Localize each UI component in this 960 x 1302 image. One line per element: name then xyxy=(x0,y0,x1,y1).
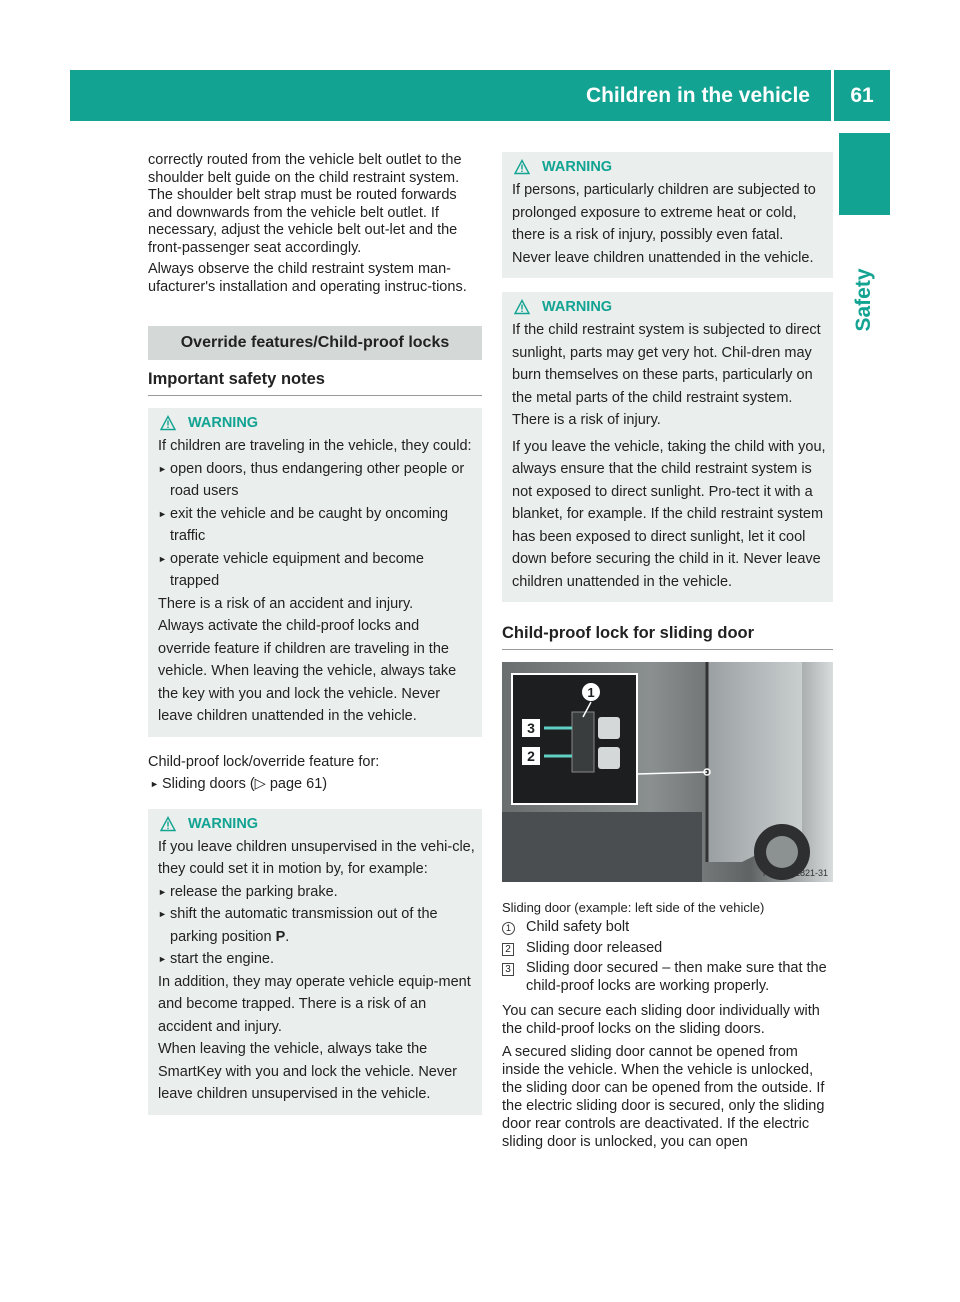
warning-advice-text: If you leave the vehicle, taking the child with you, always ensure that the child restraint system is not exposed to direct sunlight. Pro-tect it with a blanket, for example. If the child restraint system has been exposed to direct sunlight, let it cool down before securing the child in it. Never leave children unattended in the vehicle. xyxy=(512,438,826,590)
warning-text: If persons, particularly children are subjected to prolonged exposure to extreme heat or cold, there is a risk of injury, possibly even fatal. Never leave children unattended in the vehicle. xyxy=(512,182,816,266)
warning-header xyxy=(512,159,826,175)
bullet-icon: ► xyxy=(158,886,167,897)
legend-item: 3 Sliding door secured – then make sure that the child-proof locks are working properly. xyxy=(502,960,833,995)
list-item: ► operate vehicle equipment and become trapped xyxy=(158,548,475,593)
callout-3-label: 3 xyxy=(527,720,535,736)
body-paragraph-2: A secured sliding door cannot be opened from inside the vehicle. When the vehicle is unlocked, the sliding door can be opened from the outside. If the electric sliding door is secured, only the sliding door rear controls are deactivated. If the electric sliding door is unlocked, you can open xyxy=(502,1044,825,1150)
warning-triangle-icon xyxy=(160,816,176,832)
warning-header xyxy=(158,415,475,431)
bullet-icon: ► xyxy=(150,778,159,789)
bullet-icon: ► xyxy=(158,954,167,964)
list-item: ► start the engine. xyxy=(158,948,475,971)
warning-box-sunlight xyxy=(502,292,833,602)
warning-header xyxy=(158,816,475,832)
legend-item: 2 Sliding door released xyxy=(502,940,833,958)
bullet-icon: ► xyxy=(158,553,167,564)
photo-floor xyxy=(502,812,702,882)
child-lock-locked-icon xyxy=(598,717,620,739)
figure-caption: Sliding door (example: left side of the vehicle) xyxy=(502,900,765,915)
page-title: Children in the vehicle xyxy=(585,84,810,107)
lock-slider xyxy=(572,712,594,772)
warning-triangle-icon xyxy=(160,415,176,431)
left-column xyxy=(148,152,482,1129)
warning-risk-text: In addition, they may operate vehicle equip-ment and become trapped. There is a risk of an accident and injury. xyxy=(158,973,471,1035)
intro-paragraph: correctly routed from the vehicle belt outlet to the shoulder belt guide on the child restraint system. The shoulder belt strap must be routed forwards and downwards from the vehicle belt outlet. If necessary, adjust the vehicle belt out-let and the front-passenger seat accordingly. xyxy=(148,152,462,256)
warning-title: WARNING xyxy=(188,415,259,431)
warning-title: WARNING xyxy=(542,299,613,315)
bullet-icon: ► xyxy=(158,909,167,919)
bullet-icon: ► xyxy=(158,463,167,474)
feature-item xyxy=(150,773,482,795)
callout-number: 3 xyxy=(502,963,514,976)
section-label: Safety xyxy=(852,268,875,332)
section-heading: Override features/Child-proof locks xyxy=(180,334,450,351)
subheading-sliding-door: Child-proof lock for sliding door xyxy=(502,624,833,650)
warning-box-children-traveling xyxy=(148,408,482,737)
callout-number: 1 xyxy=(502,922,515,935)
warning-lead: If children are traveling in the vehicle, they could: xyxy=(158,438,472,454)
list-item: ► shift the automatic transmission out of the parking position P. xyxy=(158,903,475,948)
warning-triangle-icon xyxy=(514,159,530,175)
section-tab xyxy=(839,133,890,215)
warning-advice-text: Always activate the child-proof locks and override feature if children are traveling in the vehicle. When leaving the vehicle, always take the key with you and lock the vehicle. Never leave children unattended in the vehicle. xyxy=(158,618,457,724)
warning-box-extreme-heat xyxy=(502,152,833,278)
page-number: 61 xyxy=(850,84,874,107)
list-item: ► open doors, thus endangering other people or road users xyxy=(158,458,475,503)
callout-1-label: 1 xyxy=(587,685,595,700)
warning-header xyxy=(512,299,826,315)
warning-box-unsupervised xyxy=(148,809,482,1115)
warning-title: WARNING xyxy=(542,159,613,175)
warning-advice-text: When leaving the vehicle, always take the SmartKey with you and lock the vehicle. Never leave children unsupervised in the vehicle. xyxy=(158,1041,457,1102)
callout-2-label: 2 xyxy=(527,748,535,764)
header-bar xyxy=(70,70,890,121)
subheading-safety-notes: Important safety notes xyxy=(148,370,482,396)
figure-code: N68.00-2821-31 xyxy=(762,868,828,878)
intro-paragraph-2: Always observe the child restraint system man-ufacturer's installation and operating instruc-tions. xyxy=(148,261,467,295)
warning-triangle-icon xyxy=(514,299,530,315)
body-paragraph-1: You can secure each sliding door individually with the child-proof locks on the sliding doors. xyxy=(502,1003,820,1037)
right-column xyxy=(502,152,833,1151)
callout-number: 2 xyxy=(502,943,514,956)
page-reference-link[interactable]: Sliding doors (▷ page 61) xyxy=(162,775,328,792)
warning-lead: If you leave children unsupervised in the vehi-cle, they could set it in motion by, for example: xyxy=(158,838,475,877)
warning-risk-text: If the child restraint system is subjected to direct sunlight, parts may get very hot. Chil-dren may burn themselves on these parts, particularly on the metal parts of the child restraint system. There is a risk of injury. xyxy=(512,322,821,428)
warning-title: WARNING xyxy=(188,815,259,832)
section-heading-box xyxy=(148,326,482,360)
bullet-icon: ► xyxy=(158,508,167,519)
feature-lead: Child-proof lock/override feature for: xyxy=(148,753,380,770)
sliding-door-photo xyxy=(502,662,833,882)
list-item: ► release the parking brake. xyxy=(158,881,475,904)
warning-risk-text: There is a risk of an accident and injury. xyxy=(158,595,414,612)
legend-item: 1 Child safety bolt xyxy=(502,919,833,937)
photo-wheel-rim xyxy=(766,836,798,868)
list-item: ► exit the vehicle and be caught by oncoming traffic xyxy=(158,503,475,548)
child-lock-unlocked-icon xyxy=(598,747,620,769)
